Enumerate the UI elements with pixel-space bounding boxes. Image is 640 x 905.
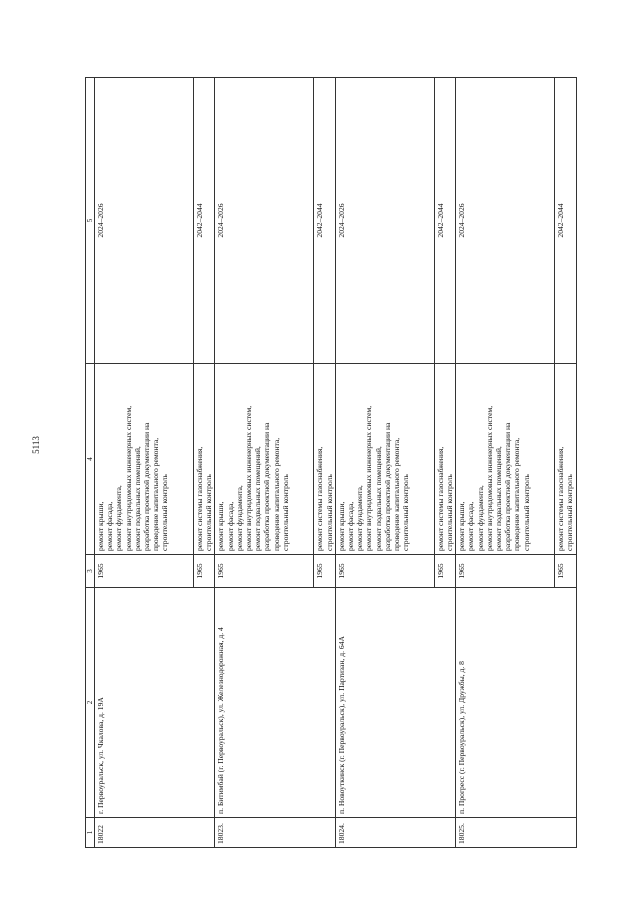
address-cell: п. Битимбай (г. Первоуральск), ул. Железнодорожная, д. 4	[215, 588, 335, 818]
period-cell: 2042–2044	[314, 78, 335, 364]
works-cell	[194, 364, 215, 555]
table-row	[215, 78, 314, 848]
row-number: 18024.	[335, 818, 455, 848]
work-item: разработка проектной документации на	[142, 422, 152, 551]
work-item: строительный контроль	[401, 474, 411, 551]
work-item: строительный контроль	[160, 474, 170, 551]
work-item: разработка проектной документации на	[503, 422, 513, 551]
work-item: строительный контроль	[521, 474, 531, 551]
year-cell: 1965	[456, 555, 555, 588]
table-row	[95, 78, 194, 848]
work-item: строительный контроль	[204, 474, 214, 551]
year-cell: 1965	[95, 555, 194, 588]
work-item: ремонт системы газоснабжения,	[315, 446, 325, 551]
work-item: ремонт системы газоснабжения,	[556, 446, 566, 551]
work-item: ремонт фундамента,	[475, 485, 485, 551]
period-cell: 2042–2044	[555, 78, 576, 364]
column-header-2: 2	[86, 588, 95, 818]
table-row	[335, 78, 434, 848]
year-cell: 1965	[215, 555, 314, 588]
work-item: ремонт системы газоснабжения,	[195, 446, 204, 551]
work-item: строительный контроль	[280, 474, 290, 551]
works-cell	[95, 364, 194, 555]
works-cell	[434, 364, 455, 555]
year-cell: 1965	[555, 555, 576, 588]
column-number-row	[86, 78, 95, 848]
work-item: проведение капитального ремонта,	[151, 437, 161, 551]
period-cell: 2024–2026	[215, 78, 314, 364]
works-cell	[335, 364, 434, 555]
works-cell	[555, 364, 576, 555]
period-cell: 2042–2044	[434, 78, 455, 364]
work-item: ремонт фундамента,	[114, 485, 124, 551]
work-item: ремонт подвальных помещений,	[132, 446, 142, 551]
row-number: 18023.	[215, 818, 335, 848]
period-cell: 2024–2026	[456, 78, 555, 364]
page-number: 5113	[31, 436, 41, 454]
period-cell: 2024–2026	[95, 78, 194, 364]
work-item: ремонт внутридомовых инженерных систем,	[484, 405, 494, 551]
year-cell: 1965	[194, 555, 215, 588]
column-header-1: 1	[86, 818, 95, 848]
year-cell: 1965	[335, 555, 434, 588]
work-item: ремонт фундамента,	[355, 485, 365, 551]
work-item: ремонт системы газоснабжения,	[435, 446, 445, 551]
row-number: 18022	[95, 818, 215, 848]
works-cell	[314, 364, 335, 555]
year-cell: 1965	[314, 555, 335, 588]
work-item: строительный контроль	[324, 474, 334, 551]
column-header-3: 3	[86, 555, 95, 588]
work-item: строительный контроль	[445, 474, 455, 551]
work-item: ремонт фасада,	[346, 501, 356, 551]
address-cell: п. Прогресс (г. Первоуральск), ул. Дружбы, д. 8	[456, 588, 576, 818]
work-item: ремонт крыши,	[336, 501, 346, 551]
work-item: ремонт крыши,	[96, 501, 105, 551]
work-item: ремонт крыши,	[457, 501, 467, 551]
capital-repair-table	[85, 77, 577, 848]
work-item: ремонт крыши,	[216, 501, 226, 551]
period-cell: 2024–2026	[335, 78, 434, 364]
works-cell	[215, 364, 314, 555]
rotated-page-content	[85, 78, 599, 848]
work-item: ремонт фундамента,	[234, 485, 244, 551]
works-cell	[456, 364, 555, 555]
work-item: ремонт фасада,	[105, 501, 115, 551]
column-header-5: 5	[86, 78, 95, 364]
row-number: 18025.	[456, 818, 576, 848]
work-item: проведение капитального ремонта,	[271, 437, 281, 551]
period-cell: 2042–2044	[194, 78, 215, 364]
work-item: ремонт фасада,	[225, 501, 235, 551]
work-item: ремонт подвальных помещений,	[253, 446, 263, 551]
work-item: ремонт внутридомовых инженерных систем,	[244, 405, 254, 551]
work-item: ремонт внутридомовых инженерных систем,	[123, 405, 133, 551]
address-cell: г. Первоуральск, ул. Чкалова, д. 19А	[95, 588, 215, 818]
work-item: разработка проектной документации на	[262, 422, 272, 551]
column-header-4: 4	[86, 364, 95, 555]
work-item: ремонт подвальных помещений,	[373, 446, 383, 551]
year-cell: 1965	[434, 555, 455, 588]
address-cell: п. Новоуткинск (г. Первоуральск), ул. Партизан, д. 64А	[335, 588, 455, 818]
work-item: ремонт подвальных помещений,	[494, 446, 504, 551]
work-item: ремонт внутридомовых инженерных систем,	[364, 405, 374, 551]
work-item: разработка проектной документации на	[382, 422, 392, 551]
work-item: строительный контроль	[565, 474, 575, 551]
table-row	[456, 78, 555, 848]
work-item: проведение капитального ремонта,	[512, 437, 522, 551]
work-item: ремонт фасада,	[466, 501, 476, 551]
work-item: проведение капитального ремонта,	[392, 437, 402, 551]
